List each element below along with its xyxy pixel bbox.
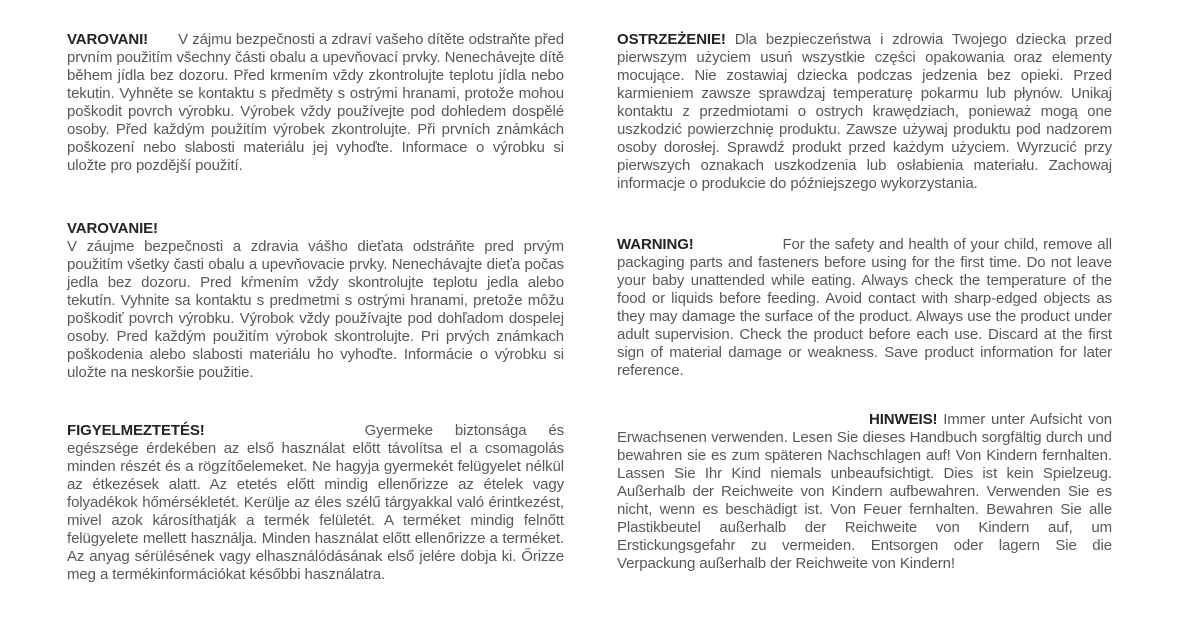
body-text-czech: V zájmu bezpečnosti a zdraví vašeho dítěte odstraňte před prvním použitím všechny části obalu a upevňovací prvky. Nenechávejte dítě během jídla bez dozoru. Před krmením vždy zkontrolujte teplotu jídla nebo tekutin. Vyhněte se kontaktu s předměty s ostrými hranami, protože mohou poškodit povrch výrobku. Výrobek vždy používejte pod dohledem dospělé osoby. Před každým použitím výrobek zkontrolujte. Při prvních známkách poškození nebo slabosti materiálu jej vyhoďte. Informace o výrobku si uložte pro pozdější použití. [67,31,564,174]
heading-slovak: VAROVANIE! [67,220,158,237]
heading-czech: VAROVANI! [67,31,149,48]
heading-hungarian: FIGYELMEZTETÉS! [67,422,205,439]
heading-polish: OSTRZEŻENIE! [617,31,726,48]
heading-english: WARNING! [617,236,694,253]
heading-gap-spacer [694,248,778,249]
heading-german: HINWEIS! [869,411,938,428]
body-text-german: Immer unter Aufsicht von Erwachsenen verwenden. Lesen Sie dieses Handbuch sorgfältig durch und bewahren sie es zum späteren Nachschlagen auf! Von Kindern fernhalten. Lassen Sie Ihr Kind niemals unbeaufsichtigt. Dies ist kein Spielzeug. Außerhalb der Reichweite von Kindern aufbewahren. Verwenden Sie es nicht, wenn es beschädigt ist. Von Feuer fernhalten. Bewahren Sie alle Plastikbeutel außerhalb der Reichweite von Kindern auf, um Erstickungsgefahr zu vermeiden. Entsorgen oder lagern Sie die Verpackung außerhalb der Reichweite von Kindern! [617,411,1112,572]
section-warning-german [617,411,1112,573]
body-text-hungarian: Gyermeke biztonsága és egészsége érdekében az első használat előtt távolítsa el a csomagolás minden részét és a rögzítőelemeket. Ne hagyja gyermekét felügyelet nélkül az étkezések alatt. Az etetés előtt mindig ellenőrizze az ételek vagy folyadékok hőmérsékletét. Kerülje az éles szélű tárgyakkal való érintkezést, mivel azok károsíthatják a termék felületét. A terméket mindig felnőtt felügyelete mellett használja. Minden használat előtt ellenőrizze a terméket. Az anyag sérülésének vagy elhasználódásának első jelére dobja ki. Őrizze meg a termékinformációkat későbbi használatra. [67,422,564,583]
left-text-column [67,0,564,630]
heading-gap-spacer [205,434,343,435]
body-text-slovak: V záujme bezpečnosti a zdravia vášho dieťata odstráňte pred prvým použitím všetky časti obalu a upevňovacie prvky. Nenechávajte dieťa počas jedla bez dozoru. Pred kŕmením vždy skontrolujte teplotu jedla alebo tekutín. Vyhnite sa kontaktu s predmetmi s ostrými hranami, pretože môžu poškodiť povrch výrobku. Výrobok vždy používajte pod dohľadom dospelej osoby. Pred každým použitím výrobok skontrolujte. Pri prvých známkach poškodenia alebo slabosti materiálu ho vyhoďte. Informácie o výrobku si uložte na neskoršie použitie. [67,238,564,381]
body-text-english: For the safety and health of your child, remove all packaging parts and fasteners before using for the first time. Do not leave your baby unattended while eating. Always check the temperature of the food or liquids before feeding. Avoid contact with sharp-edged objects as they may damage the surface of the product. Always use the product under adult supervision. Check the product before each use. Discard at the first sign of material damage or weakness. Save product information for later reference. [617,236,1112,379]
heading-gap-spacer [148,43,174,44]
section-warning-slovak [67,220,564,382]
section-warning-hungarian [67,422,564,584]
body-text-polish: Dla bezpieczeństwa i zdrowia Twojego dziecka przed pierwszym użyciem usuń wszystkie części opakowania oraz elementy mocujące. Nie zostawiaj dziecka podczas jedzenia bez opieki. Przed karmieniem zawsze sprawdzaj temperaturę pokarmu lub płynów. Unikaj kontaktu z przedmiotami o ostrych krawędziach, ponieważ mogą one uszkodzić powierzchnię produktu. Zawsze używaj produktu pod nadzorem osoby dorosłej. Sprawdź produkt przed każdym użyciem. Wyrzucić przy pierwszych oznakach uszkodzenia lub osłabienia materiału. Zachowaj informacje o produkcie do późniejszego wykorzystania. [617,31,1112,192]
right-text-column [617,0,1112,630]
section-warning-english [617,236,1112,380]
section-warning-polish [617,31,1112,193]
section-warning-czech [67,31,564,175]
